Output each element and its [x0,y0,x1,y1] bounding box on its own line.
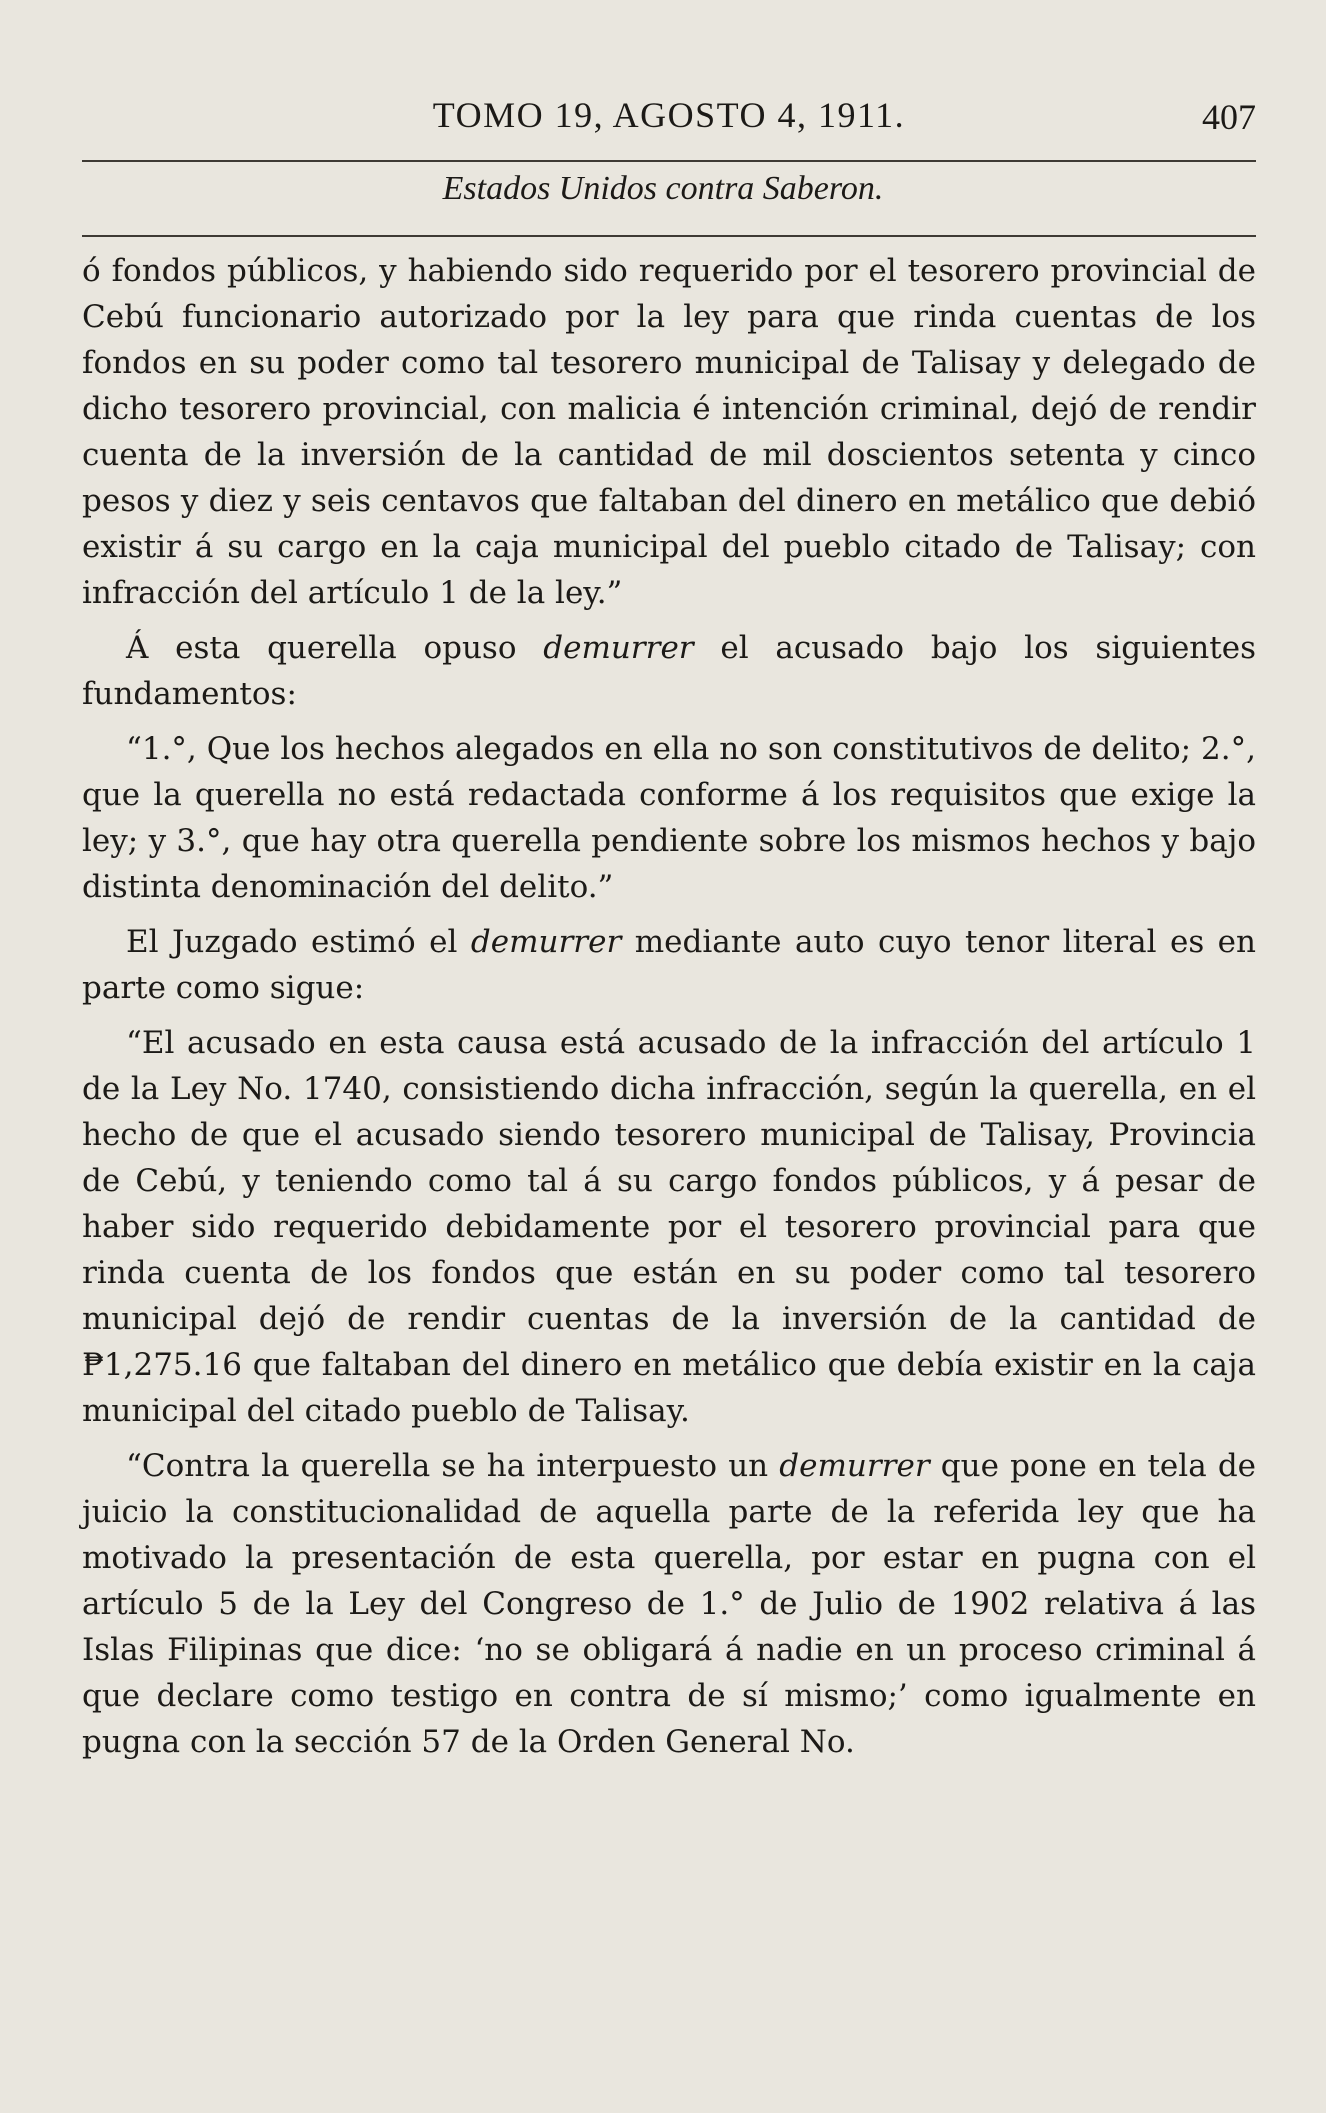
paragraph-4 [82,919,1256,1011]
paragraph-1-text: ó fondos públicos, y habiendo sido requerido por el tesorero provincial de Cebú funcionario autorizado por la ley para que rinda cuentas de los fondos en su poder como tal tesorero municipal de Talisay y delegado de dicho tesorero provincial, con malicia é intención criminal, dejó de rendir cuenta de la inversión de la cantidad de mil doscientos setenta y cinco pesos y diez y seis centavos que faltaban del dinero en metálico que debió existir á su cargo en la caja municipal del pueblo citado de Talisay; con infracción del artículo 1 de la ley.” [82,253,1256,611]
paragraph-1 [82,248,1256,616]
header-rule-top [82,160,1256,162]
paragraph-2-after: el acusado bajo los siguientes fundamentos: [82,630,1256,712]
paragraph-6 [82,1443,1256,1765]
page-number: 407 [1202,97,1256,137]
case-title: Estados Unidos contra Saberon. [442,170,884,207]
body-text [82,248,1256,1774]
header-rule-bottom [82,235,1256,237]
paragraph-4-italic: demurrer [470,924,622,960]
paragraph-6-before: “Contra la querella se ha interpuesto un [126,1448,780,1484]
paragraph-5 [82,1020,1256,1434]
paragraph-6-after: que pone en tela de juicio la constitucionalidad de aquella parte de la referida ley que ha motivado la presentación de esta querella, por estar en pugna con el artículo 5 de la Ley del Congreso de 1.° de Julio de 1902 relativa á las Islas Filipinas que dice: ‘no se obligará á nadie en un proceso criminal á que declare como testigo en contra de sí mismo;’ como igualmente en pugna con la sección 57 de la Orden General No. [82,1448,1257,1760]
paragraph-2 [82,625,1256,717]
paragraph-3 [82,726,1256,910]
paragraph-3-text: “1.°, Que los hechos alegados en ella no son constitutivos de delito; 2.°, que la querella no está redactada conforme á los requisitos que exige la ley; y 3.°, que hay otra querella pendiente sobre los mismos hechos y bajo distinta denominación del delito.” [82,731,1256,905]
page-header [82,88,1256,148]
paragraph-6-italic: demurrer [779,1448,930,1484]
paragraph-4-after: mediante auto cuyo tenor literal es en parte como sigue: [82,924,1256,1006]
paragraph-5-text: “El acusado en esta causa está acusado de la infracción del artículo 1 de la Ley No. 1740, consistiendo dicha infracción, según la querella, en el hecho de que el acusado siendo tesorero municipal de Talisay, Provincia de Cebú, y teniendo como tal á su cargo fondos públicos, y á pesar de haber sido requerido debidamente por el tesorero provincial para que rinda cuenta de los fondos que están en su poder como tal tesorero municipal dejó de rendir cuentas de la inversión de la cantidad de ₱1,275.16 que faltaban del dinero en metálico que debía existir en la caja municipal del citado pueblo de Talisay. [82,1025,1256,1429]
paragraph-4-before: El Juzgado estimó el [126,924,471,960]
paragraph-2-before: Á esta querella opuso [126,630,544,666]
running-title: TOMO 19, AGOSTO 4, 1911. [432,95,906,135]
paragraph-2-italic: demurrer [543,630,694,666]
